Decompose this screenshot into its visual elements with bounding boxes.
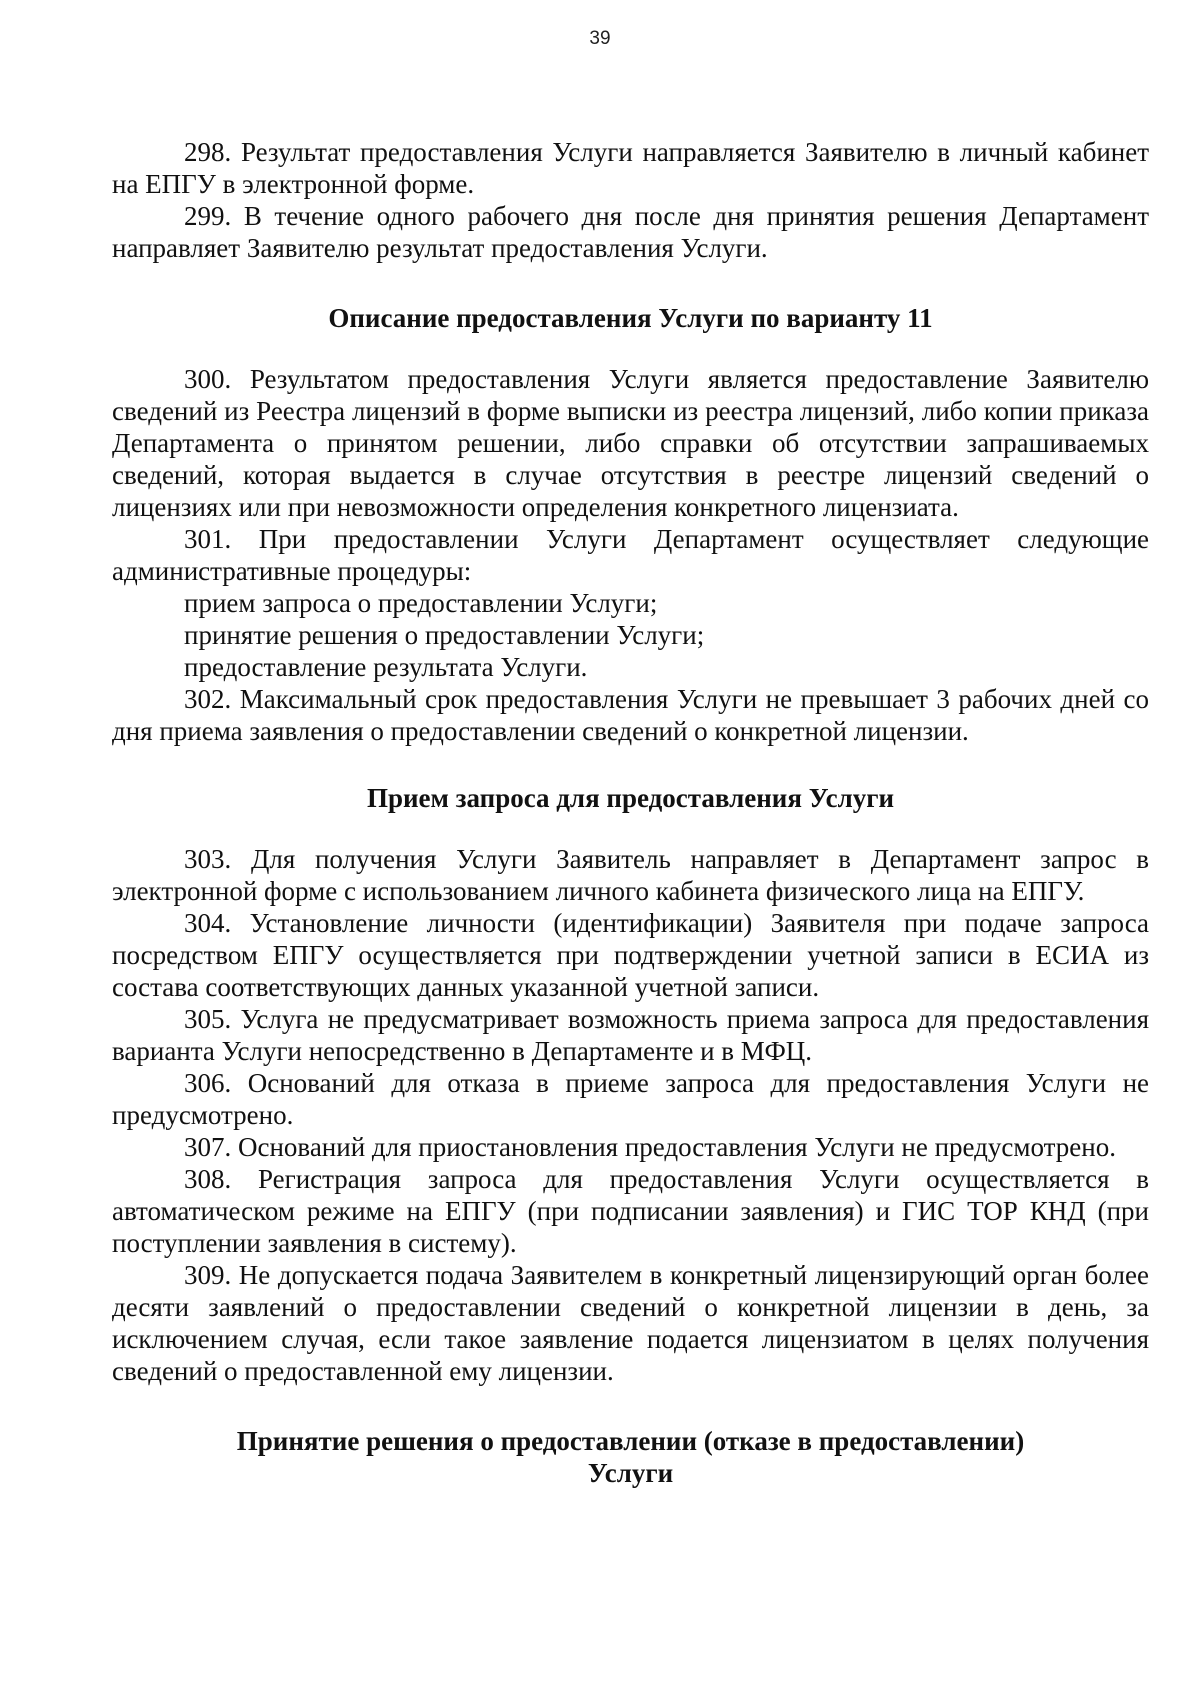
section-heading-decision — [112, 1425, 1149, 1489]
section-heading-variant-11: Описание предоставления Услуги по варианту 11 — [328, 303, 933, 333]
paragraph-306: 306. Оснований для отказа в приеме запроса для предоставления Услуги не предусмотрено. — [112, 1068, 1149, 1130]
section-heading-decision-line2: Услуги — [587, 1458, 674, 1488]
procedure-list-item: предоставление результата Услуги. — [184, 652, 588, 682]
section-heading-request: Прием запроса для предоставления Услуги — [366, 783, 895, 813]
paragraph-299: 299. В течение одного рабочего дня после дня принятия решения Департамент направляет Заявителю результат предоставления Услуги. — [112, 201, 1149, 263]
paragraph-301: 301. При предоставлении Услуги Департамент осуществляет следующие административные процедуры: — [112, 524, 1149, 586]
paragraph-307: 307. Оснований для приостановления предоставления Услуги не предусмотрено. — [184, 1132, 1116, 1162]
page-number: 39 — [589, 28, 611, 49]
document-body — [112, 136, 1149, 1489]
paragraph-303: 303. Для получения Услуги Заявитель направляет в Департамент запрос в электронной форме с использованием личного кабинета физического лица на ЕПГУ. — [112, 844, 1149, 906]
paragraph-298: 298. Результат предоставления Услуги направляется Заявителю в личный кабинет на ЕПГУ в электронной форме. — [112, 137, 1149, 199]
paragraph-308: 308. Регистрация запроса для предоставления Услуги осуществляется в автоматическом режиме на ЕПГУ (при подписании заявления) и ГИС ТОР КНД (при поступлении заявления в систему). — [112, 1164, 1149, 1258]
paragraph-309: 309. Не допускается подача Заявителем в конкретный лицензирующий орган более десяти заявлений о предоставлении сведений о конкретной лицензии в день, за исключением случая, если такое заявление подается лицензиатом в целях получения сведений о предоставленной ему лицензии. — [112, 1260, 1149, 1386]
section-heading-decision-line1: Принятие решения о предоставлении (отказе в предоставлении) — [236, 1426, 1025, 1456]
paragraph-305: 305. Услуга не предусматривает возможность приема запроса для предоставления варианта Услуги непосредственно в Департаменте и в МФЦ. — [112, 1004, 1149, 1066]
procedure-list-item: прием запроса о предоставлении Услуги; — [184, 588, 658, 618]
paragraph-302: 302. Максимальный срок предоставления Услуги не превышает 3 рабочих дней со дня приема заявления о предоставлении сведений о конкретной лицензии. — [112, 684, 1149, 746]
paragraph-304: 304. Установление личности (идентификации) Заявителя при подаче запроса посредством ЕПГУ осуществляется при подтверждении учетной записи в ЕСИА из состава соответствующих данных указанной учетной записи. — [112, 908, 1149, 1002]
paragraph-300: 300. Результатом предоставления Услуги является предоставление Заявителю сведений из Реестра лицензий в форме выписки из реестра лицензий, либо копии приказа Департамента о принятом решении, либо справки об отсутствии запрашиваемых сведений, которая выдается в случае отсутствия в реестре лицензий сведений о лицензиях или при невозможности определения конкретного лицензиата. — [112, 364, 1149, 522]
procedure-list-item: принятие решения о предоставлении Услуги; — [184, 620, 705, 650]
